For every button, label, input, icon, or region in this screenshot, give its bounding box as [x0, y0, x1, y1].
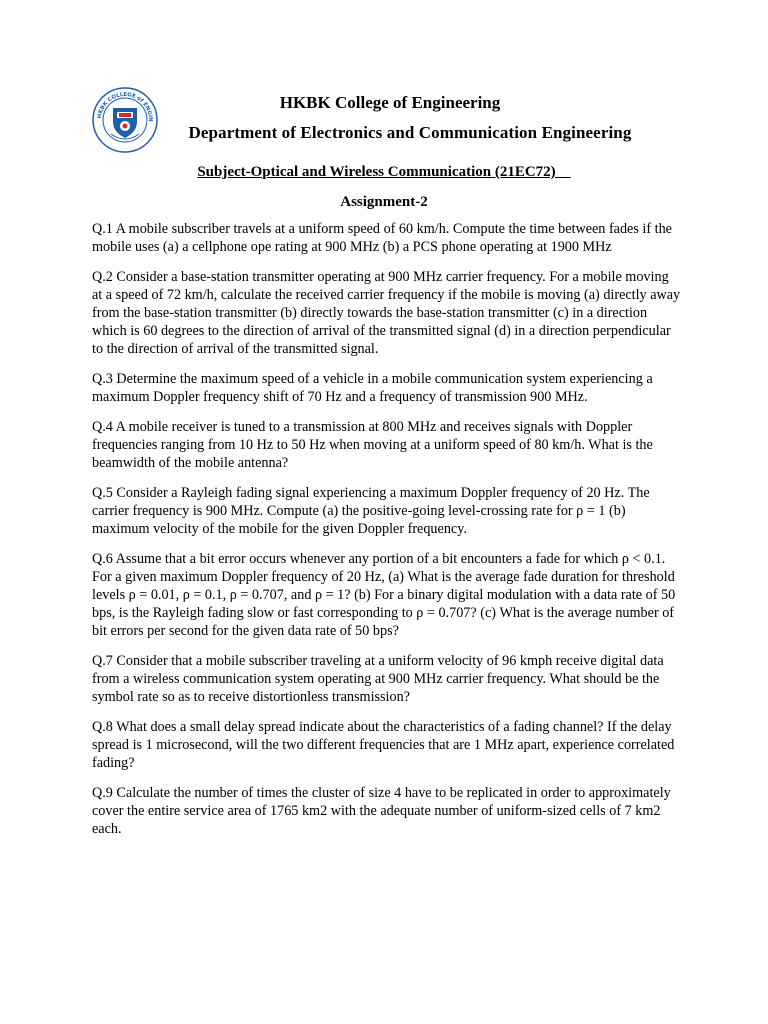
question-item: Q.9 Calculate the number of times the cluster of size 4 have to be replicated in order to approximately cover the entire service area of 1765 km2 with the adequate number of uniform-sized cells of 7 km2 each. [92, 785, 671, 837]
college-logo-icon [91, 86, 159, 154]
question-list [92, 220, 682, 850]
subject-line [0, 163, 768, 181]
assignment-title: Assignment-2 [340, 194, 428, 210]
department-name: Department of Electronics and Communication Engineering [188, 123, 632, 142]
question-item: Q.4 A mobile receiver is tuned to a transmission at 800 MHz and receives signals with Doppler frequencies ranging from 10 Hz to 50 Hz when moving at a uniform speed of 80 km/h. What is the beamwidth of the mobile antenna? [92, 419, 653, 471]
question-item: Q.7 Consider that a mobile subscriber traveling at a uniform velocity of 96 kmph receive digital data from a wireless communication system operating at 900 MHz carrier frequency. What should be the symbol rate so as to receive distortionless transmission? [92, 653, 664, 705]
college-name: HKBK College of Engineering [279, 93, 501, 112]
question-item: Q.6 Assume that a bit error occurs whenever any portion of a bit encounters a fade for which ρ < 0.1. For a given maximum Doppler frequency of 20 Hz, (a) What is the average fade duration for threshold levels ρ = 0.01, ρ = 0.1, ρ = 0.707, and ρ = 1? (b) For a binary digital modulation with a data rate of 50 bps, is the Rayleigh fading slow or fast corresponding to ρ = 0.707? (c) What is the average number of bit errors per second for the given data rate of 50 bps? [92, 551, 676, 639]
question-item: Q.3 Determine the maximum speed of a vehicle in a mobile communication system experiencing a maximum Doppler frequency shift of 70 Hz and a frequency of transmission 900 MHz. [92, 371, 653, 405]
svg-text:HKBK COLLEGE of ENGINEERING: HKBK COLLEGE of ENGIN [96, 91, 154, 122]
subject-title: Subject-Optical and Wireless Communication (21EC72) [197, 164, 571, 180]
question-item: Q.2 Consider a base-station transmitter operating at 900 MHz carrier frequency. For a mobile moving at a speed of 72 km/h, calculate the received carrier frequency if the mobile is moving (a) directly away from the base-station transmitter (b) directly towards the base-station transmitter (c) in a direction which is 60 degrees to the direction of arrival of the transmitted signal (d) in a direction perpendicular to the direction of arrival of the transmitted signal. [92, 269, 681, 357]
question-item: Q.1 A mobile subscriber travels at a uniform speed of 60 km/h. Compute the time between fades if the mobile uses (a) a cellphone ope rating at 900 MHz (b) a PCS phone operating at 1900 MHz [92, 221, 672, 255]
document-header [170, 93, 650, 143]
question-item: Q.5 Consider a Rayleigh fading signal experiencing a maximum Doppler frequency of 20 Hz. The carrier frequency is 900 MHz. Compute (a) the positive-going level-crossing rate for ρ = 1 (b) maximum velocity of the mobile for the given Doppler frequency. [92, 485, 650, 537]
question-item: Q.8 What does a small delay spread indicate about the characteristics of a fading channel? If the delay spread is 1 microsecond, will the two different frequencies that are 1 MHz apart, experience correlated fading? [92, 719, 675, 771]
